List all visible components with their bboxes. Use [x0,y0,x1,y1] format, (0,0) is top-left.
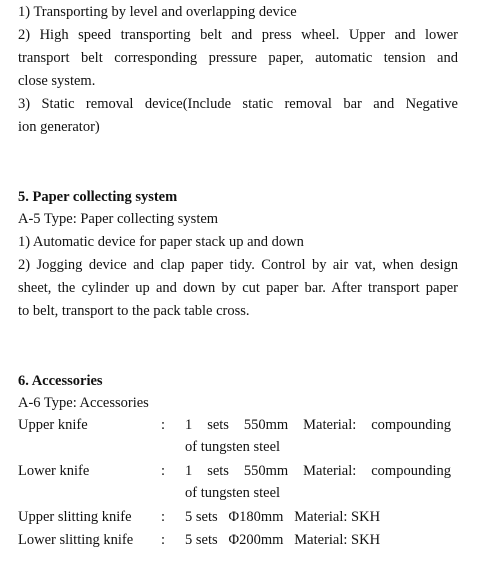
section6-type: A-6 Type: Accessories [18,395,149,411]
s5-line-1: 1) Automatic device for paper stack up and down [18,234,304,250]
s4-line-3: transport belt corresponding pressure paper, automatic tension and [18,50,458,66]
section5-heading: 5. Paper collecting system [18,189,178,205]
accessory-value-line: of tungsten steel [185,439,281,455]
accessory-colon: : [161,417,166,433]
s5-line-3: sheet, the cylinder up and down by cut paper bar. After transport paper [18,280,458,296]
section5-type: A-5 Type: Paper collecting system [18,211,219,227]
accessory-value [185,414,451,458]
accessory-colon: : [161,532,166,548]
s4-line-2: 2) High speed transporting belt and press wheel. Upper and lower [18,27,458,43]
s4-line-5: 3) Static removal device(Include static removal bar and Negative [18,96,458,112]
accessory-value [185,506,451,528]
s4-line-6: ion generator) [18,119,100,135]
accessory-name: Upper slitting knife [18,509,132,525]
s5-line-4: to belt, transport to the pack table cross. [18,303,250,319]
accessory-name: Lower knife [18,463,90,479]
accessory-name: Upper knife [18,417,88,433]
accessory-value-line: 1 sets 550mm Material: compounding [185,417,451,433]
s4-line-4: close system. [18,73,96,89]
accessory-value-line: 1 sets 550mm Material: compounding [185,463,451,479]
accessory-value [185,529,451,551]
section6-heading: 6. Accessories [18,373,103,389]
accessory-value-line: 5 sets Φ200mm Material: SKH [185,532,381,548]
accessory-name: Lower slitting knife [18,532,134,548]
accessory-value [185,460,451,504]
accessory-colon: : [161,509,166,525]
accessory-colon: : [161,463,166,479]
s5-line-2: 2) Jogging device and clap paper tidy. Control by air vat, when design [18,257,458,273]
accessory-value-line: of tungsten steel [185,485,281,501]
accessory-value-line: 5 sets Φ180mm Material: SKH [185,509,381,525]
s4-line-1: 1) Transporting by level and overlapping device [18,4,297,20]
